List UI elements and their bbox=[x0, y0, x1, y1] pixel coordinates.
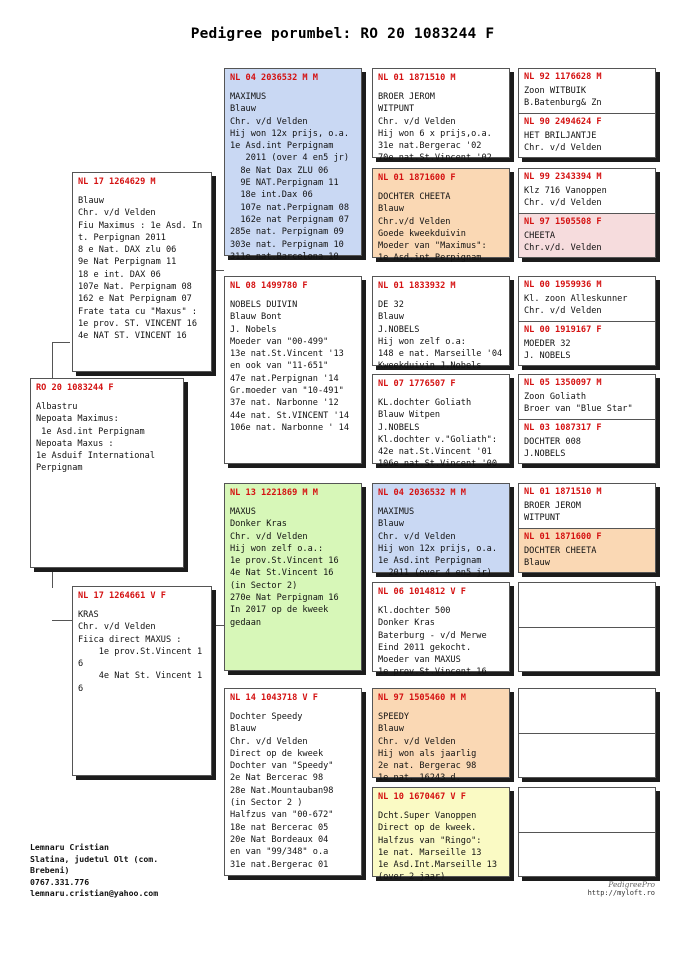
card-details bbox=[524, 130, 652, 155]
detail-line: Eind 2011 gekocht. bbox=[378, 642, 472, 653]
detail-line: 1e Asd.int Perpignam bbox=[230, 141, 334, 152]
detail-line: BROER JEROM bbox=[524, 501, 581, 511]
card-details bbox=[230, 299, 357, 434]
detail-line: gedaan bbox=[230, 617, 262, 628]
card-details bbox=[378, 191, 505, 265]
detail-line: Blauw bbox=[378, 312, 404, 323]
ring-number: NL 92 1176628 M bbox=[524, 72, 602, 82]
card-details bbox=[378, 397, 505, 471]
detail-line: 42e nat.St.Vincent '01 bbox=[378, 447, 492, 458]
detail-line: Dcht.Super Vanoppen bbox=[378, 811, 477, 821]
ring-number: NL 01 1833932 M bbox=[378, 281, 456, 291]
detail-line: J. Nobels bbox=[230, 324, 277, 335]
detail-line: Perpignam bbox=[36, 463, 83, 474]
detail-line: 18e nat Bercerac 05 bbox=[230, 822, 329, 833]
detail-line: en van "99/348" o.a bbox=[230, 847, 329, 858]
detail-line: 107e nat.Perpignam 08 bbox=[230, 202, 349, 213]
ring-number: NL 01 1871510 M bbox=[378, 73, 456, 83]
sdd-card[interactable] bbox=[372, 374, 510, 470]
detail-line: Hij won zelf o.a.: bbox=[230, 543, 324, 554]
detail-line: 2011 (over 4 en5 jr) bbox=[230, 153, 349, 164]
detail-line: (in Sector 2) bbox=[230, 580, 298, 591]
card-details bbox=[78, 195, 207, 343]
ring-number: NL 01 1871510 M bbox=[524, 487, 602, 497]
ring-number: NL 08 1499780 F bbox=[230, 281, 308, 291]
card-details bbox=[230, 711, 357, 871]
detail-line: Chr. v/d Velden bbox=[230, 736, 308, 747]
ring-number: NL 01 1871600 F bbox=[378, 173, 456, 183]
sds-card[interactable] bbox=[372, 276, 510, 372]
detail-line: Chr.v/d. Velden bbox=[524, 243, 602, 254]
detail-line: Hij won als jaarlig bbox=[378, 748, 477, 759]
detail-line: Chr. v/d Velden bbox=[524, 306, 602, 317]
detail-line: 285e nat. Perpignam 09 bbox=[230, 227, 344, 238]
card-details bbox=[378, 91, 505, 165]
g4-entry[interactable] bbox=[524, 377, 652, 416]
signature-scribble: PedigreePro bbox=[608, 880, 655, 889]
dds-card[interactable] bbox=[372, 688, 510, 784]
detail-line: Halfzus van "Ringo": bbox=[378, 835, 482, 846]
detail-line: CHEETA bbox=[524, 231, 556, 241]
detail-line: 1e Asduif International bbox=[36, 451, 155, 462]
divider bbox=[519, 733, 655, 734]
detail-line: Chr.v/d Velden bbox=[378, 216, 451, 227]
g4-box bbox=[518, 68, 656, 158]
connector-line bbox=[52, 342, 53, 380]
ring-number: NL 17 1264661 V F bbox=[78, 591, 166, 601]
sire-sire-card[interactable] bbox=[224, 68, 362, 262]
signature-url[interactable]: http://myloft.ro bbox=[587, 889, 655, 897]
card-details bbox=[378, 506, 505, 580]
detail-line: Hij won 12x prijs, o.a. bbox=[378, 543, 497, 554]
detail-line: 1e nat. Marseille 13 bbox=[378, 847, 482, 858]
card-details bbox=[230, 506, 357, 629]
dam-sire-card[interactable] bbox=[224, 483, 362, 671]
g4-entry[interactable] bbox=[524, 116, 652, 155]
detail-line: Blauw bbox=[378, 204, 404, 215]
card-details bbox=[524, 545, 652, 570]
card-details bbox=[524, 293, 652, 318]
detail-line: 4e Nat St.Vincent 16 bbox=[230, 568, 334, 579]
ring-number: NL 01 1871600 F bbox=[524, 532, 602, 542]
ring-number: NL 10 1670467 V F bbox=[378, 792, 466, 802]
card-details bbox=[36, 401, 179, 475]
connector-line bbox=[52, 620, 72, 621]
owner-info bbox=[30, 842, 158, 900]
detail-line: Blauw Witpen bbox=[378, 410, 441, 421]
detail-line: Donker Kras bbox=[230, 519, 287, 530]
sire-dam-card[interactable] bbox=[224, 276, 362, 464]
detail-line: In 2017 op de kweek bbox=[230, 605, 329, 616]
detail-line: 4e Nat St. Vincent 1 bbox=[78, 671, 203, 682]
detail-line: B.Batenburg& Zn bbox=[524, 98, 602, 109]
detail-line: 1e prov.St.Vincent 16 bbox=[378, 667, 487, 678]
detail-line: Chr. v/d Velden bbox=[378, 116, 456, 127]
detail-line: en ook van "11-651" bbox=[230, 361, 329, 372]
detail-line: HET BRILJANTJE bbox=[524, 131, 597, 141]
detail-line: lemnaru.cristian@yahoo.com bbox=[30, 888, 159, 899]
detail-line: Chr. v/d Velden bbox=[378, 531, 456, 542]
detail-line: WITPUNT bbox=[524, 513, 561, 524]
detail-line: 2e nat. Bergerac 98 bbox=[378, 761, 477, 772]
detail-line: 4e NAT ST. VINCENT 16 bbox=[78, 331, 187, 342]
dam-dam-card[interactable] bbox=[224, 688, 362, 876]
ring-number: NL 04 2036532 M M bbox=[230, 73, 318, 83]
ring-number: NL 07 1776507 F bbox=[378, 379, 456, 389]
ring-number: NL 13 1221869 M M bbox=[230, 488, 318, 498]
detail-line: J. NOBELS bbox=[524, 351, 571, 362]
detail-line: 107e Nat. Perpignam 08 bbox=[78, 282, 192, 293]
card-details bbox=[524, 500, 652, 525]
card-details bbox=[378, 299, 505, 373]
detail-line: Direct op de kweek. bbox=[378, 823, 477, 834]
g4-entry[interactable] bbox=[519, 529, 655, 572]
detail-line: Fiu Maximus : 1e Asd. In bbox=[78, 220, 203, 231]
connector-line bbox=[52, 342, 70, 343]
card-details bbox=[378, 605, 505, 679]
dss-card[interactable] bbox=[372, 483, 510, 579]
dam-card[interactable] bbox=[72, 586, 212, 776]
subject-card[interactable] bbox=[30, 378, 184, 568]
card-details bbox=[378, 810, 505, 884]
detail-line: 37e nat. Narbonne '12 bbox=[230, 398, 339, 409]
ring-number: NL 97 1505460 M M bbox=[378, 693, 466, 703]
ring-number: NL 90 2494624 F bbox=[524, 117, 602, 127]
detail-line: Kl. zoon Alleskunner bbox=[524, 294, 628, 304]
detail-line: Chr. v/d Velden bbox=[230, 531, 308, 542]
detail-line: Halfzus van "00-672" bbox=[230, 810, 334, 821]
detail-line: MAXIMUS bbox=[230, 92, 267, 102]
detail-line: Lemnaru Cristian bbox=[30, 842, 109, 852]
detail-line: (over 2 jaar) bbox=[378, 872, 446, 883]
detail-line: KRAS bbox=[78, 610, 99, 620]
card-details bbox=[524, 85, 652, 110]
divider bbox=[519, 419, 655, 420]
detail-line: Albastru bbox=[36, 402, 78, 412]
detail-line: 2011 (over 4 en5 jr) bbox=[378, 568, 492, 579]
g4-box bbox=[518, 168, 656, 258]
detail-line: J.NOBELS bbox=[524, 449, 566, 460]
detail-line: 106e nat.St.Vincent '00 bbox=[378, 459, 497, 470]
detail-line: J.NOBELS bbox=[378, 422, 420, 433]
detail-line: DE 32 bbox=[378, 300, 404, 310]
ring-number: NL 97 1505508 F bbox=[524, 217, 602, 227]
detail-line: 1e prov.St.Vincent 16 bbox=[230, 556, 339, 567]
detail-line: (in Sector 2 ) bbox=[230, 798, 303, 809]
detail-line: Zoon WITBUIK bbox=[524, 86, 587, 96]
ring-number: RO 20 1083244 F bbox=[36, 383, 114, 393]
detail-line: 8 e Nat. DAX zlu 06 bbox=[78, 245, 177, 256]
card-details bbox=[524, 391, 652, 416]
detail-line: 8e Nat Dax ZLU 06 bbox=[230, 165, 329, 176]
detail-line: Blauw bbox=[378, 724, 404, 735]
empty-box bbox=[518, 688, 656, 778]
detail-line: KL.dochter Goliath bbox=[378, 398, 472, 408]
card-details bbox=[524, 230, 652, 255]
detail-line: MAXUS bbox=[230, 507, 256, 517]
divider bbox=[519, 832, 655, 833]
detail-line: BROER JEROM bbox=[378, 92, 435, 102]
ssd-card[interactable] bbox=[372, 168, 510, 264]
detail-line: Broer van "Blue Star" bbox=[524, 404, 633, 415]
dsd-card[interactable] bbox=[372, 582, 510, 678]
detail-line: DOCHTER 008 bbox=[524, 437, 581, 447]
detail-line: Moeder van MAXUS bbox=[378, 655, 461, 666]
detail-line: 1e Asd.int Perpignam bbox=[378, 253, 482, 264]
g4-box bbox=[518, 483, 656, 573]
detail-line: 6 bbox=[78, 659, 84, 670]
detail-line: Chr. v/d Velden bbox=[524, 198, 602, 209]
ring-number: NL 03 1087317 F bbox=[524, 423, 602, 433]
detail-line: Moeder van "Maximus": bbox=[378, 241, 487, 252]
ring-number: NL 00 1919167 F bbox=[524, 325, 602, 335]
detail-line: Blauw bbox=[230, 724, 256, 735]
detail-line: Chr. v/d Velden bbox=[230, 116, 308, 127]
detail-line: 18 e int. DAX 06 bbox=[78, 269, 161, 280]
divider bbox=[519, 627, 655, 628]
sire-card[interactable] bbox=[72, 172, 212, 372]
detail-line: Donker Kras bbox=[378, 618, 435, 629]
empty-box bbox=[518, 582, 656, 672]
detail-line: Blauw bbox=[230, 104, 256, 115]
page-title: Pedigree porumbel: RO 20 1083244 F bbox=[190, 26, 495, 42]
connector-line bbox=[52, 568, 53, 588]
detail-line: Dochter Speedy bbox=[230, 712, 303, 722]
detail-line: Hij won 6 x prijs,o.a. bbox=[378, 128, 492, 139]
detail-line: Baterburg - v/d Merwe bbox=[378, 630, 487, 641]
empty-box bbox=[518, 787, 656, 877]
card-details bbox=[524, 338, 652, 363]
detail-line: DOCHTER CHEETA bbox=[378, 192, 451, 202]
g4-entry[interactable] bbox=[519, 214, 655, 257]
signature bbox=[588, 880, 655, 897]
g4-entry[interactable] bbox=[524, 422, 652, 461]
detail-line: 1e Asd.int Perpignam bbox=[378, 556, 482, 567]
ring-number: NL 00 1959936 M bbox=[524, 280, 602, 290]
g4-entry[interactable] bbox=[524, 279, 652, 318]
divider bbox=[519, 113, 655, 114]
detail-line: Blauw Bont bbox=[230, 312, 282, 323]
detail-line: Blauw bbox=[78, 196, 104, 206]
card-details bbox=[378, 711, 505, 785]
detail-line: MOEDER 32 bbox=[524, 339, 571, 349]
card-details bbox=[230, 91, 357, 263]
detail-line: Kl.dochter 500 bbox=[378, 606, 451, 616]
detail-line: Hij won 12x prijs, o.a. bbox=[230, 128, 349, 139]
card-details bbox=[524, 185, 652, 210]
ring-number: NL 06 1014812 V F bbox=[378, 587, 466, 597]
ring-number: NL 04 2036532 M M bbox=[378, 488, 466, 498]
g4-box bbox=[518, 276, 656, 366]
detail-line: Brebeni) bbox=[30, 865, 70, 876]
detail-line: 162e nat Perpignam 07 bbox=[230, 214, 349, 225]
detail-line: Gr.moeder van "10-491" bbox=[230, 386, 344, 397]
detail-line: Chr. v/d Velden bbox=[78, 208, 156, 219]
detail-line: 18e int.Dax 06 bbox=[230, 190, 313, 201]
card-details bbox=[524, 436, 652, 461]
g4-entry[interactable] bbox=[524, 71, 652, 110]
ring-number: NL 05 1350097 M bbox=[524, 378, 602, 388]
detail-line: DOCHTER CHEETA bbox=[524, 546, 597, 556]
detail-line: 311e nat.Barcelona 10 bbox=[230, 251, 339, 262]
detail-line: 6 bbox=[78, 683, 84, 694]
detail-line: Zoon Goliath bbox=[524, 392, 587, 402]
detail-line: Klz 716 Vanoppen bbox=[524, 186, 607, 196]
detail-line: 13e nat.St.Vincent '13 bbox=[230, 349, 344, 360]
detail-line: 28e Nat.Mountauban98 bbox=[230, 785, 334, 796]
detail-line: 1e nat. 16243 d. bbox=[378, 773, 461, 784]
detail-line: 44e nat. St.VINCENT '14 bbox=[230, 410, 349, 421]
detail-line: 303e nat. Perpignam 10 bbox=[230, 239, 344, 250]
detail-line: t. Perpignan 2011 bbox=[78, 232, 166, 243]
ddd-card[interactable] bbox=[372, 787, 510, 883]
detail-line: 106e nat. Narbonne ' 14 bbox=[230, 422, 349, 433]
detail-line: Goede kweekduivin bbox=[378, 228, 466, 239]
g4-entry[interactable] bbox=[524, 171, 652, 210]
detail-line: Hij won zelf o.a: bbox=[378, 336, 466, 347]
detail-line: 1e prov. ST. VINCENT 16 bbox=[78, 318, 197, 329]
detail-line: 0767.331.776 bbox=[30, 876, 90, 887]
detail-line: 31e nat.Bergerac 01 bbox=[230, 859, 329, 870]
detail-line: 1e prov.St.Vincent 1 bbox=[78, 646, 203, 657]
detail-line: Nepoata Maximus: bbox=[36, 414, 119, 425]
detail-line: Direct op de kweek bbox=[230, 748, 324, 759]
detail-line: Chr. v/d Velden bbox=[78, 622, 156, 633]
detail-line: 148 e nat. Marseille '04 bbox=[378, 349, 503, 360]
detail-line: Slatina, judetul Olt (com. bbox=[30, 853, 159, 864]
detail-line: Blauw bbox=[524, 558, 550, 569]
connector-line bbox=[212, 270, 224, 271]
detail-line: Fiica direct MAXUS : bbox=[78, 634, 182, 645]
ring-number: NL 99 2343394 M bbox=[524, 172, 602, 182]
detail-line: 70e nat.St.Vincent '02 bbox=[378, 153, 492, 164]
detail-line: 2e Nat Bercerac 98 bbox=[230, 773, 324, 784]
detail-line: 162 e Nat Perpignam 07 bbox=[78, 294, 192, 305]
detail-line: Chr. v/d Velden bbox=[524, 143, 602, 154]
detail-line: Blauw bbox=[378, 519, 404, 530]
detail-line: MAXIMUS bbox=[378, 507, 415, 517]
detail-line: 47e nat.Perpignan '14 bbox=[230, 373, 339, 384]
detail-line: Kl.dochter v."Goliath": bbox=[378, 434, 497, 445]
detail-line: 9E NAT.Perpignam 11 bbox=[230, 178, 339, 189]
sss-card[interactable] bbox=[372, 68, 510, 164]
detail-line: Chr. v/d Velden bbox=[378, 736, 456, 747]
detail-line: 9e Nat Perpignam 11 bbox=[78, 257, 177, 268]
detail-line: Moeder van "00-499" bbox=[230, 336, 329, 347]
g4-box bbox=[518, 374, 656, 464]
detail-line: Kweekduivin J.Nobels bbox=[378, 361, 482, 372]
g4-entry[interactable] bbox=[524, 486, 652, 525]
detail-line: 1e Asd.Int.Marseille 13 bbox=[378, 860, 497, 871]
connector-line bbox=[212, 625, 224, 626]
detail-line: SPEEDY bbox=[378, 712, 410, 722]
detail-line: Nepoata Maxus : bbox=[36, 438, 114, 449]
detail-line: NOBELS DUIVIN bbox=[230, 300, 298, 310]
detail-line: J.NOBELS bbox=[378, 324, 420, 335]
detail-line: 270e Nat Perpignam 16 bbox=[230, 593, 339, 604]
card-details bbox=[78, 609, 207, 695]
g4-entry[interactable] bbox=[524, 324, 652, 363]
ring-number: NL 17 1264629 M bbox=[78, 177, 156, 187]
detail-line: Dochter van "Speedy" bbox=[230, 761, 334, 772]
ring-number: NL 14 1043718 V F bbox=[230, 693, 318, 703]
detail-line: WITPUNT bbox=[378, 104, 415, 115]
detail-line: 1e Asd.int Perpignam bbox=[36, 426, 145, 437]
detail-line: 20e Nat Bordeaux 04 bbox=[230, 834, 329, 845]
detail-line: 31e nat.Bergerac '02 bbox=[378, 141, 482, 152]
divider bbox=[519, 321, 655, 322]
detail-line: Frate tata cu "Maxus" : bbox=[78, 306, 197, 317]
